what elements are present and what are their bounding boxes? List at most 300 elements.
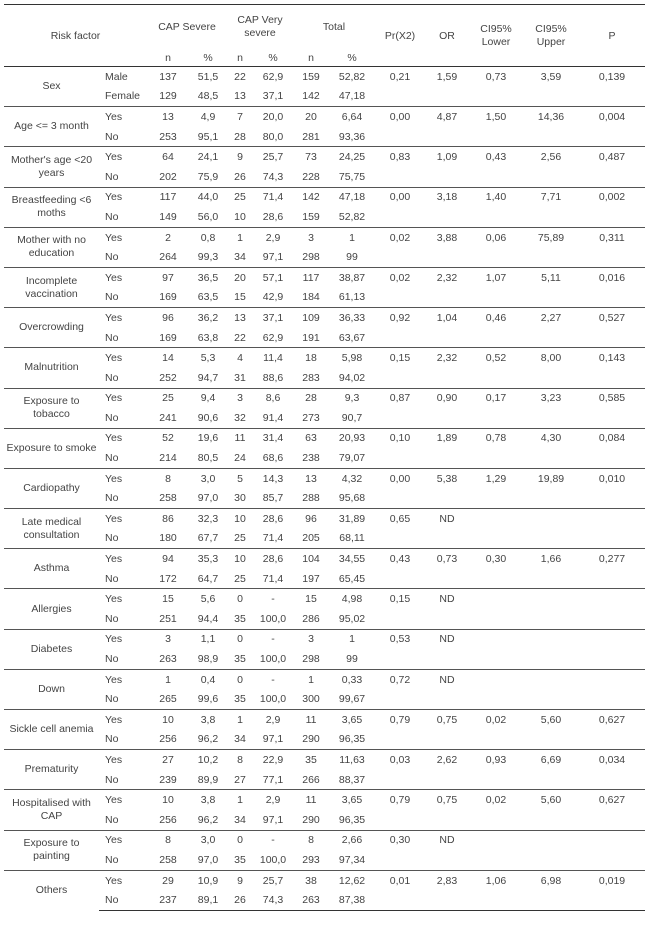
p-value-cell: 0,487 [579,147,645,167]
total-n-cell: 63 [293,428,329,448]
total-n-cell: 117 [293,267,329,287]
risk-level: Yes [99,710,147,730]
risk-level: No [105,371,119,384]
risk-level: No [99,890,147,910]
very-severe-n-cell: 9 [227,147,253,167]
ci-upper-cell: 19,89 [523,468,579,488]
risk-level: Yes [99,308,147,328]
very-severe-pct-cell: - [253,629,293,649]
ci-lower-cell [469,850,523,870]
very-severe-n-cell: 10 [227,549,253,569]
p-value-cell: 0,627 [579,710,645,730]
very-severe-pct-cell: 97,1 [262,733,284,746]
severe-n-cell: 264 [159,251,177,264]
pr-x2-cell [375,488,425,508]
risk-level: No [105,210,119,223]
very-severe-n-cell: 30 [234,492,246,505]
ci-upper-cell [523,689,579,709]
or-cell: ND [425,669,469,689]
total-n-cell: 197 [302,572,320,585]
p-value-header: P [579,5,645,67]
pr-x2-cell [375,649,425,669]
p-value-cell: 0,143 [579,348,645,368]
total-pct-cell: 0,33 [329,669,375,689]
table-row [4,810,645,830]
risk-level: No [105,532,119,545]
p-value-cell [579,448,645,468]
total-pct-cell: 99,67 [338,693,366,706]
very-severe-pct-cell: 100,0 [259,612,287,625]
ci-lower-cell [469,368,523,388]
ci-upper-cell [523,368,579,388]
pr-x2-cell [375,730,425,750]
or-cell: 1,59 [425,67,469,87]
total-n-cell: 300 [302,693,320,706]
severe-n-cell: 15 [147,589,189,609]
risk-level: No [105,411,119,424]
p-value-cell: 0,004 [579,107,645,127]
ci-lower-cell: 0,93 [469,750,523,770]
total-pct-cell: 20,93 [329,428,375,448]
very-severe-n-cell: 4 [227,348,253,368]
total-pct-cell: 9,3 [329,388,375,408]
risk-factor-name: Others [4,870,99,910]
or-cell [425,609,469,629]
table-row [4,428,645,448]
ci-lower-cell: 0,30 [469,549,523,569]
severe-n-cell: 10 [147,790,189,810]
risk-factor-name: Hospitalised with CAP [4,790,99,830]
total-n-cell: 281 [302,130,320,143]
severe-n-cell: 25 [147,388,189,408]
or-cell: ND [425,629,469,649]
pr-x2-cell [375,288,425,308]
severe-n-cell: 94 [147,549,189,569]
risk-level: Yes [99,790,147,810]
severe-n-cell: 256 [159,733,177,746]
total-pct-cell: 11,63 [329,750,375,770]
or-cell: 0,90 [425,388,469,408]
total-n-cell: 191 [302,331,320,344]
ci-upper-cell [523,609,579,629]
table-body [4,67,645,911]
p-value-cell [579,87,645,107]
severe-n-cell: 214 [159,452,177,465]
very-severe-n-cell: 1 [227,790,253,810]
severe-n-cell: 239 [159,773,177,786]
or-cell: 5,38 [425,468,469,488]
n-header: n [237,51,243,64]
pr-x2-cell [375,850,425,870]
total-n-cell: 298 [302,251,320,264]
pr-x2-cell: 0,01 [375,870,425,890]
pr-x2-cell: 0,00 [375,468,425,488]
total-n-cell: 266 [302,773,320,786]
very-severe-n-cell: 35 [234,612,246,625]
n-header: n [308,51,314,64]
ci-lower-cell [469,609,523,629]
very-severe-pct-cell: - [253,830,293,850]
ci-upper-cell [523,669,579,689]
ci-upper-cell [523,288,579,308]
or-cell: 0,73 [425,549,469,569]
or-cell: 2,32 [425,348,469,368]
pr-x2-cell [375,207,425,227]
ci-lower-cell: 0,78 [469,428,523,448]
ci-lower-cell [469,167,523,187]
severe-pct-cell: 89,9 [197,773,219,786]
pr-x2-cell [375,408,425,428]
ci-upper-cell [523,167,579,187]
cap-severe-header: CAP Severe [147,5,227,50]
severe-n-cell: 14 [147,348,189,368]
p-value-cell [579,328,645,348]
severe-pct-cell: 36,2 [189,308,227,328]
total-pct-cell: 96,35 [338,733,366,746]
risk-factor-name: Mother's age <20 years [4,147,99,187]
very-severe-n-cell: 32 [234,411,246,424]
ci-lower-cell: 1,07 [469,267,523,287]
pr-x2-cell: 0,10 [375,428,425,448]
total-pct-cell: 6,64 [329,107,375,127]
or-cell [425,890,469,910]
total-n-cell: 263 [293,890,329,910]
p-value-cell [579,247,645,267]
very-severe-n-cell: 35 [234,693,246,706]
ci-upper-cell [523,207,579,227]
risk-factor-name: Diabetes [4,629,99,669]
total-pct-cell: 79,07 [338,452,366,465]
table-row [4,227,645,247]
pr-x2-cell: 0,53 [375,629,425,649]
severe-pct-cell: 4,9 [189,107,227,127]
very-severe-pct-cell: 25,7 [253,870,293,890]
very-severe-n-cell: 35 [234,853,246,866]
total-n-cell: 290 [302,733,320,746]
ci-lower-cell: 0,02 [469,790,523,810]
pr-x2-cell: 0,43 [375,549,425,569]
table-row [4,267,645,287]
severe-pct-cell: 97,0 [197,853,219,866]
severe-pct-cell: 94,7 [197,371,219,384]
p-value-cell [579,529,645,549]
p-value-cell: 0,277 [579,549,645,569]
total-n-cell: 20 [293,107,329,127]
p-value-cell: 0,084 [579,428,645,448]
p-value-cell [579,488,645,508]
pr-x2-cell: 0,87 [375,388,425,408]
total-n-cell: 286 [302,612,320,625]
severe-n-cell: 129 [159,90,177,103]
severe-pct-cell: 36,5 [189,267,227,287]
p-value-cell [579,569,645,589]
or-cell: 2,83 [425,870,469,890]
risk-level: Yes [99,187,147,207]
very-severe-n-cell: 15 [234,291,246,304]
ci-upper-cell: 5,11 [523,267,579,287]
table-row [4,147,645,167]
risk-level: No [105,813,119,826]
severe-n-cell: 265 [159,693,177,706]
severe-pct-cell: 89,1 [189,890,227,910]
total-pct-cell: 24,25 [329,147,375,167]
very-severe-pct-cell: 77,1 [262,773,284,786]
pr-x2-cell [375,127,425,147]
very-severe-pct-cell: 31,4 [253,428,293,448]
risk-level: Female [105,90,141,103]
table-row [4,730,645,750]
total-pct-cell: 2,66 [329,830,375,850]
risk-factor-name: Age <= 3 month [4,107,99,147]
very-severe-pct-cell: 97,1 [262,813,284,826]
total-pct-cell: 61,13 [338,291,366,304]
risk-factor-name: Allergies [4,589,99,629]
ci-upper-cell [523,649,579,669]
ci-upper-cell: 2,27 [523,308,579,328]
very-severe-n-cell: 35 [234,653,246,666]
very-severe-n-cell: 1 [227,227,253,247]
p-value-cell [579,127,645,147]
severe-pct-cell: 48,5 [197,90,219,103]
pr-x2-cell [375,87,425,107]
table-row [4,589,645,609]
pct-header: % [268,51,278,64]
very-severe-n-cell: 25 [234,532,246,545]
total-pct-cell: 3,65 [329,790,375,810]
p-value-cell [579,167,645,187]
table-row [4,488,645,508]
ci-lower-cell [469,529,523,549]
pct-header: % [203,51,213,64]
table-row [4,408,645,428]
total-pct-cell: 94,02 [338,371,366,384]
table-row [4,308,645,328]
very-severe-pct-cell: 28,6 [262,210,284,223]
or-cell: 0,75 [425,790,469,810]
severe-pct-cell: 1,1 [189,629,227,649]
ci-upper-cell [523,569,579,589]
or-cell [425,87,469,107]
risk-factor-name: Sex [4,67,99,107]
ci-lower-cell [469,770,523,790]
very-severe-n-cell: 34 [234,251,246,264]
total-n-cell: 38 [293,870,329,890]
risk-level: Yes [99,669,147,689]
table-row [4,689,645,709]
table-row [4,207,645,227]
very-severe-pct-cell: 42,9 [262,291,284,304]
table-row [4,649,645,669]
severe-pct-cell: 75,9 [197,170,219,183]
severe-pct-cell: 67,7 [197,532,219,545]
very-severe-pct-cell: 71,4 [262,572,284,585]
ci-lower-cell [469,810,523,830]
or-cell [425,649,469,669]
total-n-cell: 11 [293,790,329,810]
risk-level: Yes [99,870,147,890]
p-value-cell: 0,527 [579,308,645,328]
ci-lower-cell [469,247,523,267]
total-pct-cell: 52,82 [338,210,366,223]
table-row [4,187,645,207]
ci-upper-cell: 8,00 [523,348,579,368]
pr-x2-cell: 0,15 [375,348,425,368]
total-pct-cell: 68,11 [339,532,365,545]
total-pct-cell: 47,18 [329,187,375,207]
severe-pct-cell: 32,3 [189,509,227,529]
ci-upper-cell [523,127,579,147]
pr-x2-cell: 0,30 [375,830,425,850]
severe-pct-cell: 44,0 [189,187,227,207]
ci-lower-cell: 1,29 [469,468,523,488]
total-pct-cell: 65,45 [338,572,366,585]
severe-pct-cell: 0,8 [189,227,227,247]
ci-lower-cell: 1,50 [469,107,523,127]
ci-upper-cell: 7,71 [523,187,579,207]
table-row [4,549,645,569]
pr-x2-cell: 0,65 [375,509,425,529]
severe-n-cell: 97 [147,267,189,287]
ci-lower-cell [469,830,523,850]
pr-x2-cell [375,247,425,267]
table-row [4,348,645,368]
ci-lower-cell [469,649,523,669]
risk-level: No [105,653,119,666]
ci-lower-cell: 0,17 [469,388,523,408]
p-value-cell: 0,034 [579,750,645,770]
very-severe-pct-cell: 71,4 [253,187,293,207]
total-pct-cell: 5,98 [329,348,375,368]
p-value-cell [579,850,645,870]
very-severe-n-cell: 8 [227,750,253,770]
p-value-cell [579,629,645,649]
very-severe-pct-cell: 28,6 [253,509,293,529]
very-severe-pct-cell: 62,9 [262,331,284,344]
risk-level: Yes [99,388,147,408]
table-row [4,669,645,689]
total-pct-cell: 88,37 [338,773,366,786]
ci-lower-cell [469,730,523,750]
or-cell [425,167,469,187]
pr-x2-cell [375,569,425,589]
severe-n-cell: 241 [159,411,177,424]
p-value-cell [579,770,645,790]
total-n-cell: 28 [293,388,329,408]
very-severe-pct-cell: 2,9 [253,790,293,810]
severe-pct-cell: 64,7 [197,572,219,585]
table-row [4,609,645,629]
total-n-cell: 184 [302,291,320,304]
table-row [4,569,645,589]
severe-n-cell: 256 [159,813,177,826]
total-n-cell: 293 [302,853,320,866]
risk-factor-name: Breastfeeding <6 moths [4,187,99,227]
or-cell [425,408,469,428]
risk-level: No [105,693,119,706]
p-value-cell [579,207,645,227]
severe-pct-cell: 56,0 [197,210,219,223]
ci-lower-cell [469,629,523,649]
total-pct-cell: 90,7 [341,411,363,424]
total-pct-cell: 3,65 [329,710,375,730]
total-n-cell: 205 [302,532,320,545]
or-cell: 2,62 [425,750,469,770]
total-pct-cell: 34,55 [329,549,375,569]
or-cell: 0,75 [425,710,469,730]
risk-factor-name: Incomplete vaccination [4,267,99,307]
ci-upper-header: CI95% Upper [523,5,579,67]
risk-level: Yes [99,629,147,649]
ci-lower-cell: 0,06 [469,227,523,247]
ci-lower-cell: 1,40 [469,187,523,207]
ci-lower-cell: 0,43 [469,147,523,167]
severe-pct-cell: 96,2 [197,733,219,746]
risk-level: Yes [99,509,147,529]
very-severe-n-cell: 1 [227,710,253,730]
very-severe-pct-cell: 62,9 [253,67,293,87]
very-severe-n-cell: 7 [227,107,253,127]
total-pct-cell: 4,98 [329,589,375,609]
ci-upper-cell [523,529,579,549]
table-row [4,107,645,127]
pr-x2-cell [375,529,425,549]
total-pct-cell: 87,38 [329,890,375,910]
ci-upper-cell [523,509,579,529]
cap-very-severe-header: CAP Very severe [227,5,293,50]
ci-upper-cell: 5,60 [523,790,579,810]
severe-pct-cell: 63,5 [197,291,219,304]
very-severe-pct-cell: 80,0 [262,130,284,143]
total-pct-cell: 75,75 [338,170,366,183]
total-n-cell: 8 [293,830,329,850]
total-n-cell: 283 [302,371,320,384]
p-value-cell: 0,311 [579,227,645,247]
or-cell [425,127,469,147]
risk-level: Yes [99,750,147,770]
table-row [4,247,645,267]
total-n-cell: 3 [293,629,329,649]
very-severe-n-cell: 28 [234,130,246,143]
very-severe-pct-cell: 28,6 [253,549,293,569]
risk-level: Yes [99,468,147,488]
or-cell [425,689,469,709]
severe-n-cell: 180 [159,532,177,545]
very-severe-pct-cell: 20,0 [253,107,293,127]
total-pct-cell: 95,02 [338,612,366,625]
or-cell: ND [425,589,469,609]
ci-upper-cell [523,488,579,508]
very-severe-n-cell: 0 [227,629,253,649]
ci-lower-cell [469,689,523,709]
total-pct-cell: 99 [346,653,358,666]
pr-x2-cell: 0,03 [375,750,425,770]
severe-n-cell: 2 [147,227,189,247]
table-row [4,770,645,790]
p-value-cell: 0,139 [579,67,645,87]
severe-pct-cell: 10,9 [189,870,227,890]
pr-x2-cell: 0,15 [375,589,425,609]
very-severe-n-cell: 10 [227,509,253,529]
total-n-cell: 15 [293,589,329,609]
ci-upper-cell: 1,66 [523,549,579,569]
total-n-cell: 290 [302,813,320,826]
risk-factor-name: Asthma [4,549,99,589]
very-severe-pct-cell: 8,6 [253,388,293,408]
very-severe-pct-cell: 88,6 [262,371,284,384]
severe-pct-cell: 19,6 [189,428,227,448]
ci-lower-cell: 1,06 [469,870,523,890]
ci-lower-cell [469,328,523,348]
